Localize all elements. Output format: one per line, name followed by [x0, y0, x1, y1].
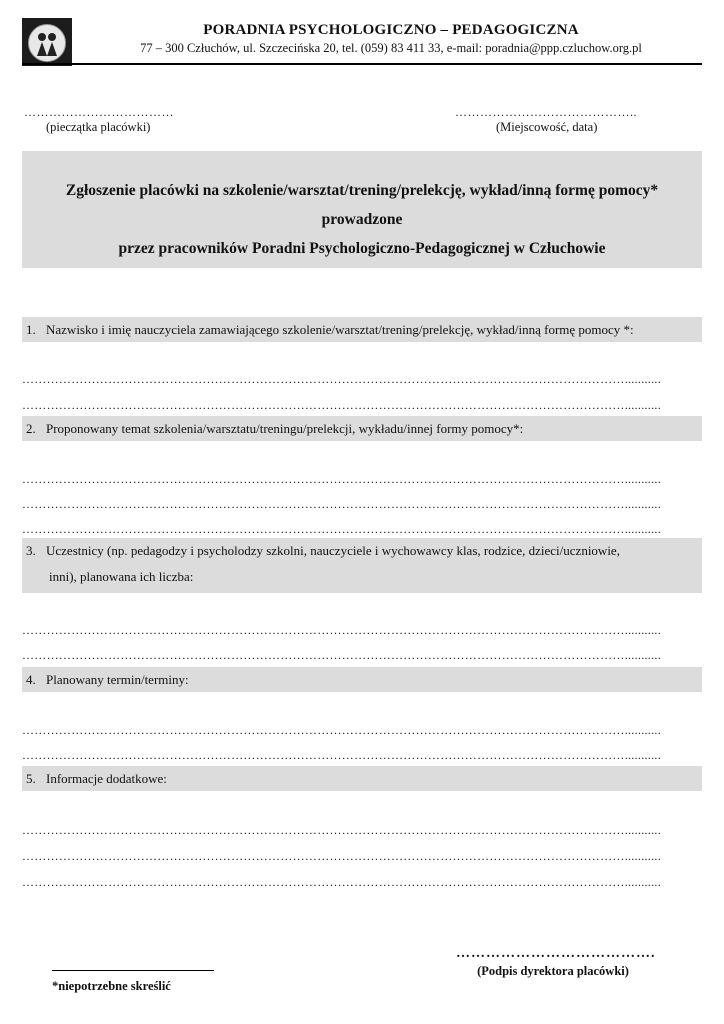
section-number: 2.: [26, 421, 36, 436]
section-number: 3.: [26, 543, 36, 558]
section-4-header: [22, 667, 702, 692]
section-5-line-2[interactable]: …………………………………………………………………………………………………………………………………...........: [22, 849, 661, 863]
section-4-line-2[interactable]: …………………………………………………………………………………………………………………………………...........: [22, 748, 661, 762]
section-1-header: [22, 317, 702, 342]
form-title-line-2: prowadzone: [321, 211, 403, 228]
section-1-label: Nazwisko i imię nauczyciela zamawiającego szkolenie/warsztat/trening/prelekcję, wykład/inną formę pomocy *:: [46, 322, 634, 337]
signature-label: (Podpis dyrektora placówki): [477, 964, 629, 978]
place-date-label: (Miejscowość, data): [496, 120, 598, 134]
section-5-line-1[interactable]: …………………………………………………………………………………………………………………………………...........: [22, 823, 661, 837]
stamp-label: (pieczątka placówki): [46, 120, 151, 134]
section-number: 1.: [26, 322, 36, 337]
section-2-line-2[interactable]: …………………………………………………………………………………………………………………………………...........: [22, 497, 661, 511]
section-2-header: [22, 416, 702, 441]
children-logo-icon: [28, 24, 66, 62]
org-address: 77 – 300 Człuchów, ul. Szczecińska 20, tel. (059) 83 411 33, e-mail: poradnia@ppp.czluchow.org.pl: [140, 41, 642, 55]
signature-field[interactable]: ………………………………….: [456, 946, 656, 961]
section-1-line-2[interactable]: …………………………………………………………………………………………………………………………………...........: [22, 398, 661, 412]
org-name: PORADNIA PSYCHOLOGICZNO – PEDAGOGICZNA: [203, 22, 579, 38]
form-title-line-3: przez pracowników Poradni Psychologiczno-Pedagogicznej w Człuchowie: [118, 240, 606, 257]
form-title-box: [22, 151, 702, 268]
section-2-label: Proponowany temat szkolenia/warsztatu/treningu/prelekcji, wykładu/innej formy pomocy*:: [46, 421, 524, 436]
section-2-line-3[interactable]: …………………………………………………………………………………………………………………………………...........: [22, 522, 661, 536]
footnote-divider: [52, 970, 214, 971]
section-3-label-line-2: inni), planowana ich liczba:: [49, 569, 194, 584]
section-5-label: Informacje dodatkowe:: [46, 771, 167, 786]
place-date-field[interactable]: ……………………………………..: [455, 105, 637, 119]
section-3-header: [22, 538, 702, 593]
section-3-label-line-1: Uczestnicy (np. pedagodzy i psycholodzy szkolni, nauczyciele i wychowawcy klas, rodzice, dzieci/uczniowie,: [46, 543, 620, 558]
logo: [22, 18, 72, 66]
stamp-field[interactable]: ………………………………: [24, 105, 174, 119]
section-3-line-2[interactable]: …………………………………………………………………………………………………………………………………...........: [22, 648, 661, 662]
footnote: *niepotrzebne skreślić: [52, 979, 171, 993]
form-title-line-1: Zgłoszenie placówki na szkolenie/warsztat/trening/prelekcję, wykład/inną formę pomocy*: [65, 182, 659, 199]
section-number: 5.: [26, 771, 36, 786]
section-5-line-3[interactable]: …………………………………………………………………………………………………………………………………...........: [22, 875, 661, 889]
section-3-line-1[interactable]: …………………………………………………………………………………………………………………………………...........: [22, 623, 661, 637]
section-2-line-1[interactable]: …………………………………………………………………………………………………………………………………...........: [22, 472, 661, 486]
header-divider: [22, 63, 702, 65]
section-number: 4.: [26, 672, 36, 687]
section-4-label: Planowany termin/terminy:: [46, 672, 189, 687]
section-1-line-1[interactable]: …………………………………………………………………………………………………………………………………...........: [22, 372, 661, 386]
section-4-line-1[interactable]: …………………………………………………………………………………………………………………………………...........: [22, 723, 661, 737]
section-5-header: [22, 766, 702, 791]
